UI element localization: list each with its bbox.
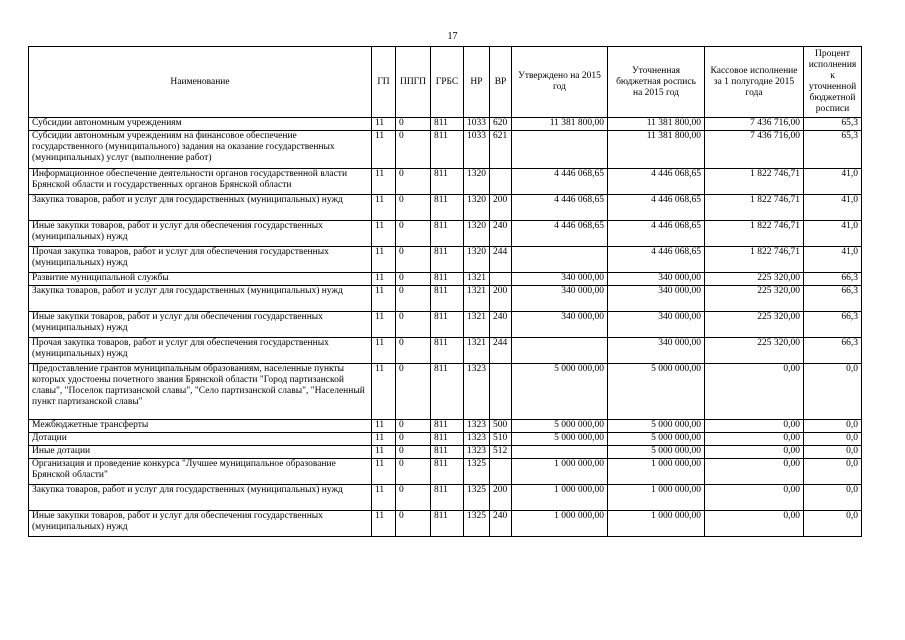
cell-nr: 1033 — [464, 118, 490, 131]
cell-percent: 0,0 — [804, 420, 862, 433]
cell-cash: 0,00 — [705, 459, 804, 485]
cell-approved: 4 446 068,65 — [512, 195, 608, 221]
cell-gp: 11 — [372, 131, 396, 169]
cell-gp: 11 — [372, 247, 396, 273]
cell-approved — [512, 338, 608, 364]
table-row — [29, 195, 862, 221]
cell-gp: 11 — [372, 118, 396, 131]
cell-ppgp: 0 — [396, 338, 431, 364]
col-header-vr: ВР — [490, 47, 512, 118]
cell-ppgp: 0 — [396, 433, 431, 446]
cell-percent: 65,3 — [804, 118, 862, 131]
col-header-approved: Утверждено на 2015 год — [512, 47, 608, 118]
header-row — [29, 47, 862, 118]
cell-refined: 4 446 068,65 — [608, 195, 705, 221]
cell-name: Иные закупки товаров, работ и услуг для обеспечения государственных (муниципальных) нужд — [29, 221, 372, 247]
cell-name: Предоставление грантов муниципальным образованиям, населенные пункты которых удостоены почетного звания Брянской области "Город партизанской славы", "Поселок партизанской славы", "Село партизанской славы", "Населенный пункт партизанской славы" — [29, 364, 372, 420]
cell-cash: 225 320,00 — [705, 286, 804, 312]
table-row — [29, 273, 862, 286]
cell-approved: 1 000 000,00 — [512, 511, 608, 537]
table-row — [29, 459, 862, 485]
cell-name: Прочая закупка товаров, работ и услуг для обеспечения государственных (муниципальных) нужд — [29, 247, 372, 273]
cell-nr: 1325 — [464, 485, 490, 511]
cell-gp: 11 — [372, 221, 396, 247]
cell-cash: 7 436 716,00 — [705, 118, 804, 131]
table-row — [29, 433, 862, 446]
cell-refined: 5 000 000,00 — [608, 364, 705, 420]
cell-percent: 0,0 — [804, 511, 862, 537]
cell-gp: 11 — [372, 511, 396, 537]
table-row — [29, 118, 862, 131]
cell-approved: 340 000,00 — [512, 273, 608, 286]
cell-approved — [512, 247, 608, 273]
cell-name: Информационное обеспечение деятельности органов государственной власти Брянской области и государственных органов Брянской области — [29, 169, 372, 195]
cell-refined: 1 000 000,00 — [608, 511, 705, 537]
cell-approved: 4 446 068,65 — [512, 221, 608, 247]
col-header-name: Наименование — [29, 47, 372, 118]
cell-name: Закупка товаров, работ и услуг для государственных (муниципальных) нужд — [29, 195, 372, 221]
col-header-ppgp: ППГП — [396, 47, 431, 118]
cell-percent: 41,0 — [804, 247, 862, 273]
table-row — [29, 338, 862, 364]
cell-grbs: 811 — [431, 485, 464, 511]
cell-grbs: 811 — [431, 446, 464, 459]
cell-nr: 1320 — [464, 169, 490, 195]
cell-ppgp: 0 — [396, 459, 431, 485]
cell-ppgp: 0 — [396, 446, 431, 459]
cell-percent: 41,0 — [804, 195, 862, 221]
cell-approved: 5 000 000,00 — [512, 364, 608, 420]
col-header-cash: Кассовое исполнение за 1 полугодие 2015 года — [705, 47, 804, 118]
cell-ppgp: 0 — [396, 364, 431, 420]
cell-vr: 200 — [490, 195, 512, 221]
cell-percent: 41,0 — [804, 221, 862, 247]
cell-percent: 66,3 — [804, 338, 862, 364]
cell-cash: 1 822 746,71 — [705, 195, 804, 221]
cell-cash: 0,00 — [705, 485, 804, 511]
cell-approved: 5 000 000,00 — [512, 420, 608, 433]
cell-grbs: 811 — [431, 273, 464, 286]
cell-name: Субсидии автономным учреждениям — [29, 118, 372, 131]
cell-ppgp: 0 — [396, 511, 431, 537]
cell-approved: 11 381 800,00 — [512, 118, 608, 131]
cell-cash: 225 320,00 — [705, 338, 804, 364]
cell-approved: 340 000,00 — [512, 286, 608, 312]
cell-refined: 5 000 000,00 — [608, 446, 705, 459]
cell-refined: 11 381 800,00 — [608, 131, 705, 169]
table-row — [29, 485, 862, 511]
cell-gp: 11 — [372, 286, 396, 312]
cell-ppgp: 0 — [396, 195, 431, 221]
cell-gp: 11 — [372, 459, 396, 485]
cell-percent: 41,0 — [804, 169, 862, 195]
cell-vr: 244 — [490, 247, 512, 273]
cell-refined: 340 000,00 — [608, 312, 705, 338]
table-row — [29, 511, 862, 537]
table-row — [29, 169, 862, 195]
cell-refined: 1 000 000,00 — [608, 459, 705, 485]
table-row — [29, 420, 862, 433]
col-header-grbs: ГРБС — [431, 47, 464, 118]
cell-approved: 4 446 068,65 — [512, 169, 608, 195]
cell-gp: 11 — [372, 485, 396, 511]
cell-gp: 11 — [372, 338, 396, 364]
cell-refined: 340 000,00 — [608, 338, 705, 364]
cell-grbs: 811 — [431, 118, 464, 131]
table-row — [29, 364, 862, 420]
col-header-percent: Процент исполнения к уточненной бюджетной росписи — [804, 47, 862, 118]
cell-refined: 4 446 068,65 — [608, 221, 705, 247]
cell-gp: 11 — [372, 420, 396, 433]
cell-nr: 1320 — [464, 195, 490, 221]
cell-nr: 1323 — [464, 364, 490, 420]
cell-nr: 1320 — [464, 221, 490, 247]
cell-nr: 1321 — [464, 312, 490, 338]
cell-approved — [512, 131, 608, 169]
cell-grbs: 811 — [431, 169, 464, 195]
cell-vr: 621 — [490, 131, 512, 169]
cell-cash: 1 822 746,71 — [705, 221, 804, 247]
cell-vr — [490, 273, 512, 286]
cell-grbs: 811 — [431, 195, 464, 221]
cell-refined: 5 000 000,00 — [608, 420, 705, 433]
cell-ppgp: 0 — [396, 485, 431, 511]
cell-vr: 500 — [490, 420, 512, 433]
cell-grbs: 811 — [431, 433, 464, 446]
cell-nr: 1033 — [464, 131, 490, 169]
cell-ppgp: 0 — [396, 131, 431, 169]
cell-name: Субсидии автономным учреждениям на финансовое обеспечение государственного (муниципального) задания на оказание государственных (муниципальных) услуг (выполнение работ) — [29, 131, 372, 169]
cell-nr: 1323 — [464, 420, 490, 433]
table-row — [29, 286, 862, 312]
cell-ppgp: 0 — [396, 273, 431, 286]
cell-approved — [512, 446, 608, 459]
cell-grbs: 811 — [431, 459, 464, 485]
col-header-gp: ГП — [372, 47, 396, 118]
cell-vr — [490, 459, 512, 485]
cell-gp: 11 — [372, 169, 396, 195]
cell-cash: 0,00 — [705, 364, 804, 420]
cell-vr: 510 — [490, 433, 512, 446]
cell-grbs: 811 — [431, 286, 464, 312]
cell-grbs: 811 — [431, 312, 464, 338]
cell-vr: 200 — [490, 286, 512, 312]
table-row — [29, 131, 862, 169]
cell-refined: 1 000 000,00 — [608, 485, 705, 511]
cell-percent: 0,0 — [804, 459, 862, 485]
cell-refined: 4 446 068,65 — [608, 247, 705, 273]
cell-ppgp: 0 — [396, 312, 431, 338]
col-header-refined: Уточненная бюджетная роспись на 2015 год — [608, 47, 705, 118]
cell-gp: 11 — [372, 312, 396, 338]
cell-nr: 1323 — [464, 433, 490, 446]
cell-name: Межбюджетные трансферты — [29, 420, 372, 433]
cell-vr: 240 — [490, 511, 512, 537]
col-header-nr: НР — [464, 47, 490, 118]
cell-gp: 11 — [372, 446, 396, 459]
cell-cash: 1 822 746,71 — [705, 169, 804, 195]
cell-approved: 340 000,00 — [512, 312, 608, 338]
cell-gp: 11 — [372, 273, 396, 286]
cell-nr: 1321 — [464, 286, 490, 312]
cell-name: Развитие муниципальной службы — [29, 273, 372, 286]
cell-refined: 11 381 800,00 — [608, 118, 705, 131]
cell-grbs: 811 — [431, 511, 464, 537]
cell-ppgp: 0 — [396, 169, 431, 195]
cell-gp: 11 — [372, 195, 396, 221]
cell-ppgp: 0 — [396, 118, 431, 131]
cell-grbs: 811 — [431, 221, 464, 247]
budget-table — [28, 46, 862, 537]
cell-refined: 5 000 000,00 — [608, 433, 705, 446]
page-number: 17 — [447, 31, 458, 42]
cell-percent: 65,3 — [804, 131, 862, 169]
cell-cash: 0,00 — [705, 511, 804, 537]
cell-name: Иные закупки товаров, работ и услуг для обеспечения государственных (муниципальных) нужд — [29, 312, 372, 338]
cell-grbs: 811 — [431, 131, 464, 169]
cell-approved: 1 000 000,00 — [512, 485, 608, 511]
cell-gp: 11 — [372, 433, 396, 446]
cell-percent: 0,0 — [804, 446, 862, 459]
cell-vr: 240 — [490, 221, 512, 247]
cell-grbs: 811 — [431, 247, 464, 273]
cell-vr: 512 — [490, 446, 512, 459]
cell-percent: 66,3 — [804, 312, 862, 338]
table-row — [29, 312, 862, 338]
cell-percent: 66,3 — [804, 286, 862, 312]
table-row — [29, 446, 862, 459]
cell-name: Иные дотации — [29, 446, 372, 459]
cell-vr: 240 — [490, 312, 512, 338]
cell-vr — [490, 364, 512, 420]
cell-refined: 4 446 068,65 — [608, 169, 705, 195]
cell-cash: 0,00 — [705, 446, 804, 459]
cell-ppgp: 0 — [396, 286, 431, 312]
cell-percent: 0,0 — [804, 433, 862, 446]
cell-nr: 1323 — [464, 446, 490, 459]
cell-vr: 244 — [490, 338, 512, 364]
cell-cash: 225 320,00 — [705, 273, 804, 286]
cell-name: Организация и проведение конкурса "Лучшее муниципальное образование Брянской области" — [29, 459, 372, 485]
cell-nr: 1321 — [464, 338, 490, 364]
cell-approved: 5 000 000,00 — [512, 433, 608, 446]
cell-ppgp: 0 — [396, 221, 431, 247]
cell-cash: 225 320,00 — [705, 312, 804, 338]
cell-ppgp: 0 — [396, 420, 431, 433]
cell-vr: 620 — [490, 118, 512, 131]
cell-name: Закупка товаров, работ и услуг для государственных (муниципальных) нужд — [29, 286, 372, 312]
cell-approved: 1 000 000,00 — [512, 459, 608, 485]
cell-name: Иные закупки товаров, работ и услуг для обеспечения государственных (муниципальных) нужд — [29, 511, 372, 537]
cell-nr: 1320 — [464, 247, 490, 273]
cell-percent: 0,0 — [804, 485, 862, 511]
cell-nr: 1321 — [464, 273, 490, 286]
cell-refined: 340 000,00 — [608, 286, 705, 312]
cell-gp: 11 — [372, 364, 396, 420]
cell-name: Дотации — [29, 433, 372, 446]
cell-grbs: 811 — [431, 420, 464, 433]
table-body — [29, 118, 862, 537]
cell-cash: 0,00 — [705, 433, 804, 446]
cell-cash: 0,00 — [705, 420, 804, 433]
cell-vr: 200 — [490, 485, 512, 511]
cell-nr: 1325 — [464, 459, 490, 485]
cell-ppgp: 0 — [396, 247, 431, 273]
cell-vr — [490, 169, 512, 195]
cell-percent: 0,0 — [804, 364, 862, 420]
cell-percent: 66,3 — [804, 273, 862, 286]
cell-cash: 1 822 746,71 — [705, 247, 804, 273]
cell-cash: 7 436 716,00 — [705, 131, 804, 169]
table-row — [29, 247, 862, 273]
cell-grbs: 811 — [431, 364, 464, 420]
cell-name: Прочая закупка товаров, работ и услуг для обеспечения государственных (муниципальных) нужд — [29, 338, 372, 364]
table-row — [29, 221, 862, 247]
cell-grbs: 811 — [431, 338, 464, 364]
cell-refined: 340 000,00 — [608, 273, 705, 286]
cell-nr: 1325 — [464, 511, 490, 537]
cell-name: Закупка товаров, работ и услуг для государственных (муниципальных) нужд — [29, 485, 372, 511]
